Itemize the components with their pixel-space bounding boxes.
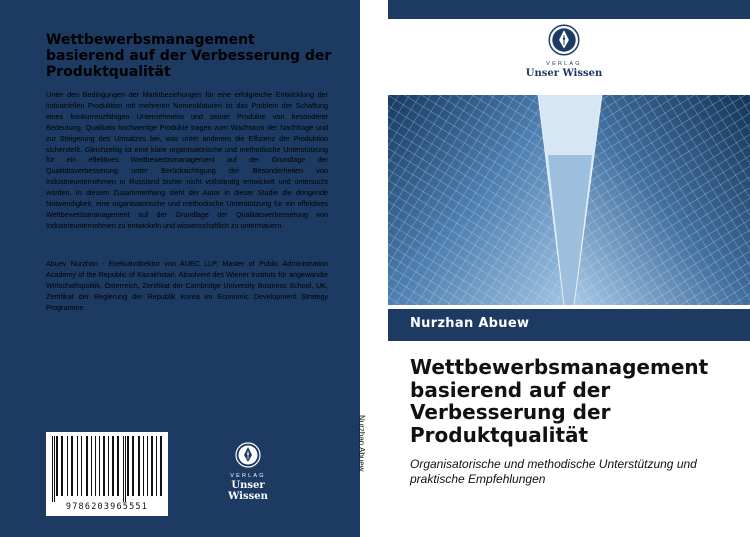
publisher-verlag-label: VERLAG	[230, 473, 266, 479]
barcode-bar	[61, 436, 63, 496]
publisher-logo-back	[212, 442, 284, 502]
barcode-bar	[117, 436, 119, 496]
front-top-band	[388, 0, 750, 19]
barcode-bar	[108, 436, 109, 496]
barcode-bar	[156, 436, 157, 496]
back-cover-author-bio: Abuev Nurzhan - Exekutivdirektor von AUEC LLP, Master of Public Administration Academy of the Republic of Kazakhstan. Absolvent des Wiener Instituts für angewandte Wirtschaftspolitik, Österreich, Zertifikat der Cambridge University Business School, UK, Zertifikat der Regierung der Republik Korea im Economic Development Strategy Programme.	[46, 259, 328, 312]
barcode-bar	[99, 436, 100, 496]
fountain-pen-nib-emblem-icon	[548, 24, 580, 56]
barcode-bar	[56, 436, 58, 496]
barcode-number: 9786203965551	[65, 502, 149, 512]
back-cover-title: Wettbewerbsmanagement basierend auf der Verbesserung der Produktqualität	[46, 32, 332, 80]
isbn-barcode	[46, 432, 168, 516]
barcode-bar	[54, 436, 55, 502]
back-cover-blurb: Unter den Bedingungen der Marktbeziehungen für eine erfolgreiche Entwicklung der industriellen Produktion mit mehreren Nomenklaturen ist das Problem der Schaffung eines konkurrenzfähigen Unternehmens und seiner Produkte von besonderer Bedeutung. Qualitativ hochwertige Produkte tragen zum Wachstum der Nachfrage und zur Steigerung des Umsatzes bei, was unter anderem die Effizienz der Produktion sicherstellt. Gleichzeitig ist eine klare organisatorische und methodische Unterstützung für ein effektives Wettbewerbsmanagement auf der Grundlage der Qualitätsverbesserung unter Berücksichtigung der Besonderheiten von Industrieunternehmen in Russland bisher nicht vollständig entwickelt und untersucht worden. In diesem Zusammenhang sieht der Autor in dieser Studie die dringende Notwendigkeit, eine organisatorische und methodische Unterstützung für ein effektives Wettbewerbsmanagement auf der Grundlage der Qualitätsverbesserung von Industrieunternehmen zu entwickeln und wissenschaftlich zu untermauern.	[46, 90, 328, 230]
front-cover-subtitle: Organisatorische und methodische Unterstützung und praktische Empfehlungen	[410, 457, 697, 486]
publisher-verlag-label: VERLAG	[546, 61, 582, 67]
publisher-name: Unser Wissen	[525, 68, 603, 79]
barcode-bar	[86, 436, 88, 496]
barcode-bar	[160, 436, 162, 496]
barcode-bar	[71, 436, 73, 496]
barcode-bar	[103, 436, 105, 496]
barcode-bar	[112, 436, 114, 496]
barcode-bar	[132, 436, 134, 496]
front-author-name: Nurzhan Abuew	[410, 316, 530, 331]
publisher-name: Unser Wissen	[228, 480, 268, 502]
barcode-bar	[81, 436, 82, 496]
spine-author: Nurzhan Abuew	[357, 415, 366, 472]
barcode-bar	[95, 436, 96, 496]
barcode-bar	[147, 436, 148, 496]
barcode-bar	[77, 436, 78, 496]
fountain-pen-nib-emblem-icon	[235, 442, 261, 468]
barcode-bars	[50, 436, 164, 502]
publisher-logo-front	[524, 24, 604, 79]
barcode-bar	[125, 436, 126, 502]
barcode-bar	[123, 436, 124, 502]
barcode-bar	[67, 436, 68, 496]
glass-skyscrapers-looking-up-photo	[388, 95, 750, 305]
barcode-bar	[143, 436, 144, 496]
front-cover-title: Wettbewerbsmanagement basierend auf der Verbesserung der Produktqualität	[410, 355, 709, 447]
barcode-bar	[52, 436, 53, 502]
barcode-bar	[138, 436, 140, 496]
barcode-bar	[91, 436, 92, 496]
barcode-bar	[151, 436, 153, 496]
barcode-bar	[127, 436, 129, 496]
